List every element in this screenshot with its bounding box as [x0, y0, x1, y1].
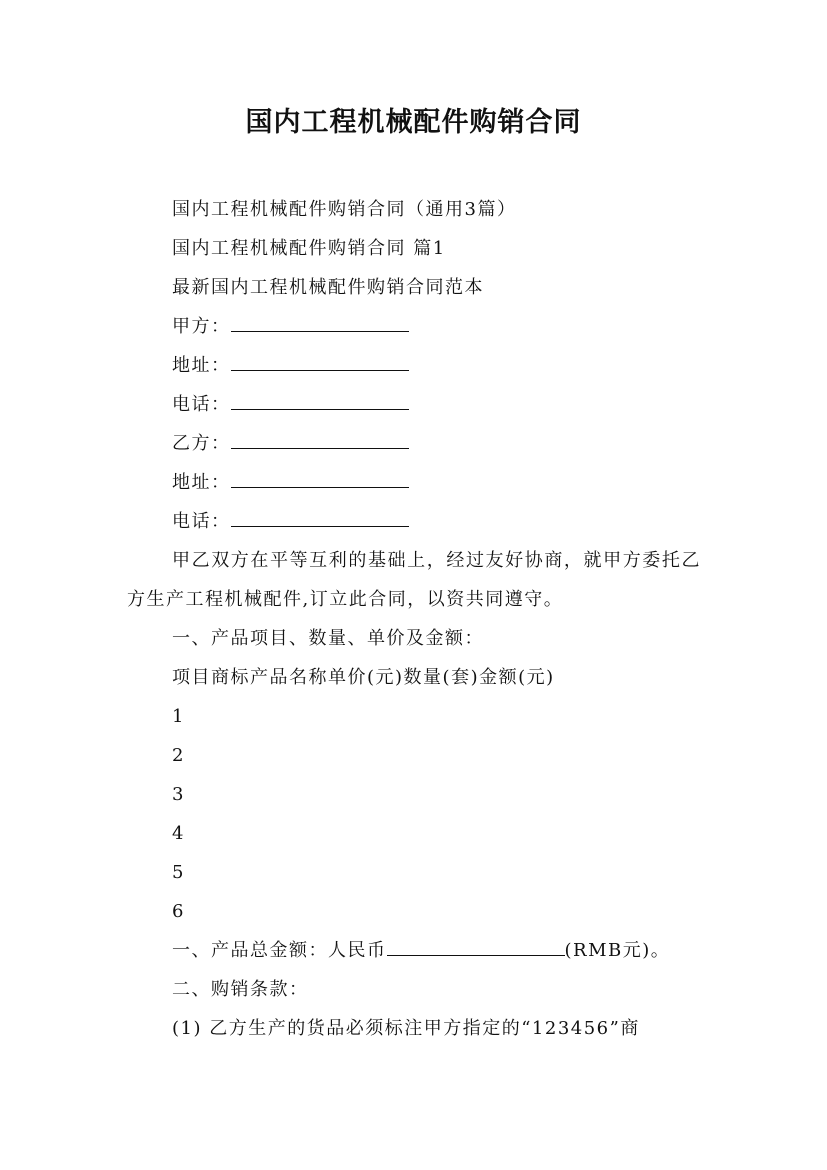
section-one-heading: 一、产品项目、数量、单价及金额： [172, 628, 484, 649]
table-row-number: 3 [172, 784, 185, 805]
total-amount-blank [387, 935, 565, 956]
address-b-line [127, 463, 701, 502]
party-b-blank [231, 428, 409, 449]
phone-a-line [127, 385, 701, 424]
table-row-number: 5 [172, 862, 185, 883]
latest-template-heading: 最新国内工程机械配件购销合同范本 [172, 277, 484, 298]
total-amount-line [127, 931, 701, 970]
address-b-label: 地址： [172, 472, 231, 493]
table-row-number: 6 [172, 901, 185, 922]
address-b-blank [231, 467, 409, 488]
phone-a-label: 电话： [172, 394, 231, 415]
phone-b-blank [231, 506, 409, 527]
phone-a-blank [231, 389, 409, 410]
table-row-number: 2 [172, 745, 185, 766]
party-b-line [127, 424, 701, 463]
party-a-line [127, 307, 701, 346]
party-a-label: 甲方： [172, 316, 231, 337]
party-b-label: 乙方： [172, 433, 231, 454]
phone-b-line [127, 502, 701, 541]
total-amount-prefix: 一、产品总金额：人民币 [172, 940, 387, 961]
total-amount-suffix: (RMB元)。 [564, 940, 671, 961]
address-a-line [127, 346, 701, 385]
table-row-number: 4 [172, 823, 185, 844]
clause-one: (1) 乙方生产的货品必须标注甲方指定的“123456”商 [172, 1018, 640, 1039]
table-header: 项目商标产品名称单价(元)数量(套)金额(元) [172, 667, 555, 688]
document-body [127, 190, 701, 1048]
section-two-heading: 二、购销条款： [172, 979, 309, 1000]
party-a-blank [231, 311, 409, 332]
subtitle-part-1: 国内工程机械配件购销合同 篇1 [172, 238, 446, 259]
table-row-number: 1 [172, 706, 185, 727]
intro-paragraph: 甲乙双方在平等互利的基础上，经过友好协商，就甲方委托乙方生产工程机械配件,订立此合同，以资共同遵守。 [127, 550, 701, 610]
phone-b-label: 电话： [172, 511, 231, 532]
address-a-blank [231, 350, 409, 371]
subtitle-all: 国内工程机械配件购销合同（通用3篇） [172, 199, 517, 220]
document-title: 国内工程机械配件购销合同 [245, 107, 582, 138]
address-a-label: 地址： [172, 355, 231, 376]
